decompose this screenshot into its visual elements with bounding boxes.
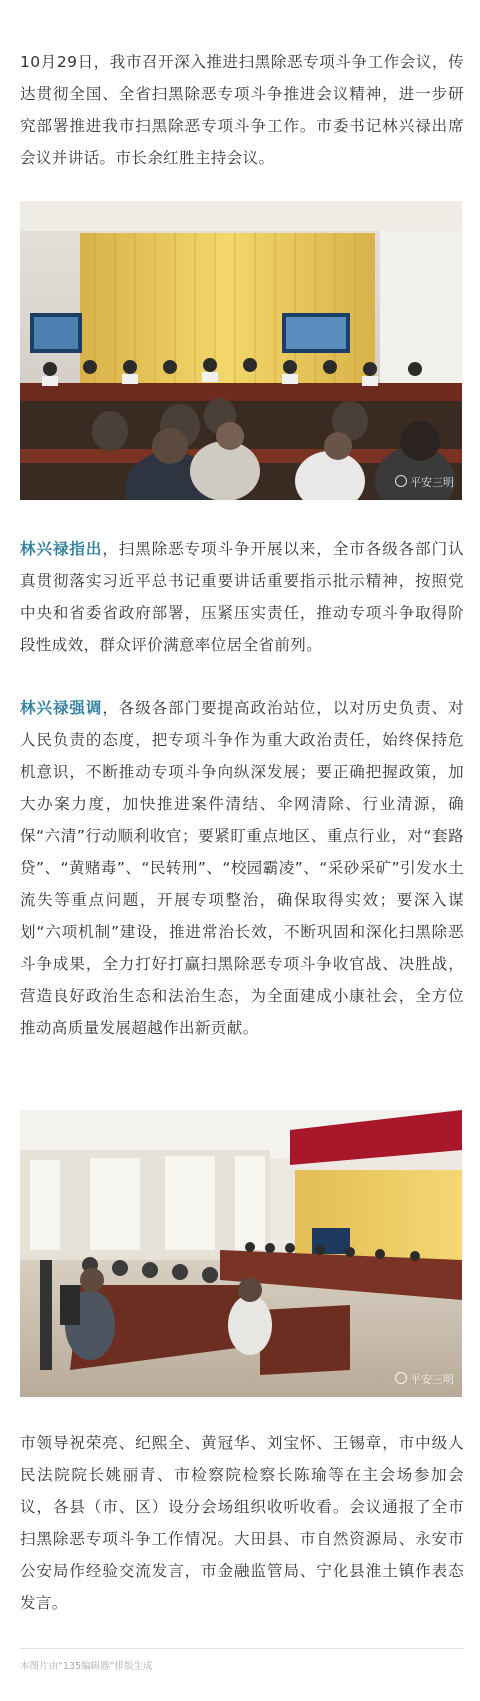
watermark-2: 平安三明: [395, 1371, 454, 1387]
paragraph-4-text: 市领导祝荣亮、纪熙全、黄冠华、刘宝怀、王锡章，市中级人民法院院长姚丽青、市检察院检察长陈瑜等在主会场参加会议，各县（市、区）设分会场组织收听收看。会议通报了全市扫黑除恶专项斗争工作情况。大田县、市自然资源局、永安市公安局作经验交流发言，市金融监管局、宁化县淮土镇作表态发言。: [20, 1434, 464, 1612]
meeting-photo-1: [20, 201, 462, 500]
paragraph-2-lead: 林兴禄指出: [20, 540, 103, 558]
meeting-photo-1-image: [20, 201, 462, 500]
meeting-photo-2-image: [20, 1110, 462, 1397]
wechat-logo-icon: [395, 475, 407, 487]
wechat-logo-icon: [395, 1372, 407, 1384]
intro-text: 10月29日，我市召开深入推进扫黑除恶专项斗争工作会议，传达贯彻全国、全省扫黑除恶专项斗争推进会议精神，进一步研究部署推进我市扫黑除恶专项斗争工作。市委书记林兴禄出席会议并讲话。市长余红胜主持会议。: [20, 53, 464, 167]
paragraph-3-lead: 林兴禄强调: [20, 699, 103, 717]
footer-divider: [20, 1648, 464, 1649]
paragraph-2-text: ，扫黑除恶专项斗争开展以来，全市各级各部门认真贯彻落实习近平总书记重要讲话重要指示批示精神，按照党中央和省委省政府部署，压紧压实责任，推动专项斗争取得阶段性成效，群众评价满意率位居全省前列。: [20, 540, 464, 654]
paragraph-4: [20, 1427, 464, 1619]
intro-paragraph: [20, 46, 464, 174]
paragraph-2: [20, 533, 464, 661]
paragraph-3-text: ，各级各部门要提高政治站位，以对历史负责、对人民负责的态度，把专项斗争作为重大政治责任，始终保持危机意识，不断推动专项斗争向纵深发展；要正确把握政策，加大办案力度，加快推进案件清结、伞网清除、行业清源，确保“六清”行动顺利收官；要紧盯重点地区、重点行业，对“套路贷”、“黄赌毒”、“民转刑”、“校园霸凌”、“采砂采矿”引发水土流失等重点问题，开展专项整治，确保取得实效；要深入谋划“六项机制”建设，推进常治长效，不断巩固和深化扫黑除恶斗争成果，全力打好打赢扫黑除恶专项斗争收官战、决胜战，营造良好政治生态和法治生态，为全面建成小康社会，全方位推动高质量发展超越作出新贡献。: [20, 699, 464, 1037]
watermark-1: 平安三明: [395, 474, 454, 490]
paragraph-3: [20, 692, 464, 1044]
editor-credit: 本图片由“135编辑器”排版生成: [20, 1661, 153, 1672]
meeting-photo-2: [20, 1110, 462, 1397]
